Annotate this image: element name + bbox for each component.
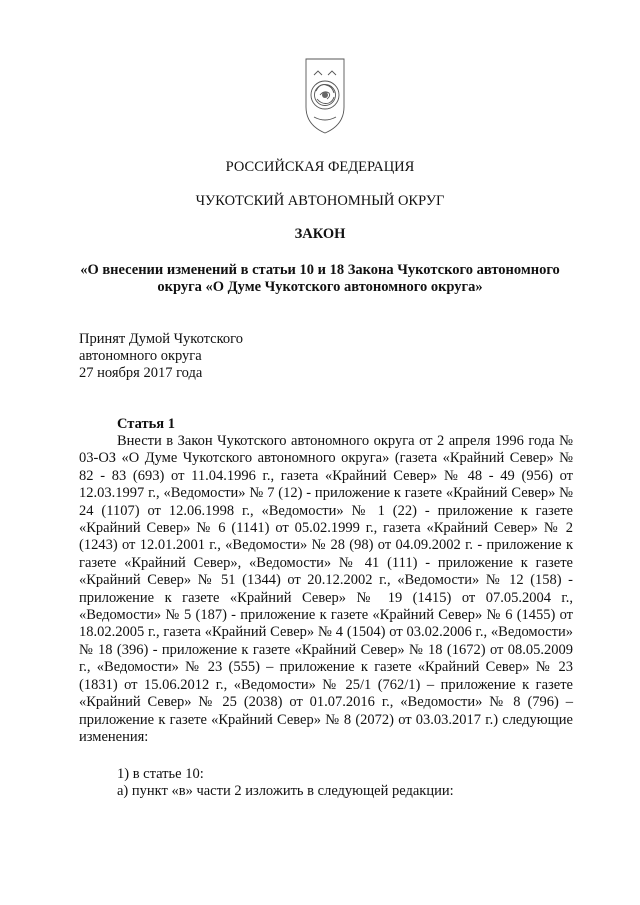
- law-title-line: округа «О Думе Чукотского автономного округа»: [157, 279, 483, 295]
- law-title-line: «О внесении изменений в статьи 10 и 18 Закона Чукотского автономного: [80, 262, 560, 278]
- adoption-date: 27 ноября 2017 года: [79, 365, 203, 381]
- article-body: Внести в Закон Чукотского автономного округа от 2 апреля 1996 года № 03-ОЗ «О Думе Чукотского автономного округа» (газета «Крайний Север» № 82 - 83 (693) от 11.04.1996 г., газета «Крайний Север» № 48 - 49 (956) от 12.03.1997 г., «Ведомости» № 7 (12) - приложение к газете «Крайний Север» № 24 (1107) от 12.06.1998 г., «Ведомости» № 1 (22) - приложение к газете «Крайний Север» № 6 (1141) от 05.02.1999 г., газета «Крайний Север» № 2 (1243) от 12.01.2001 г., «Ведомости» № 28 (98) от 04.09.2002 г. - приложение к газете «Крайний Север», «Ведомости» № 41 (111) - приложение к газете «Крайний Север» № 51 (1344) от 20.12.2002 г., «Ведомости» № 12 (158) - приложение к газете «Крайний Север» № 19 (1415) от 07.05.2004 г., «Ведомости» № 5 (187) - приложение к газете «Крайний Север» № 6 (1455) от 18.02.2005 г., газета «Крайний Север» № 4 (1504) от 03.02.2006 г., «Ведомости» № 18 (396) - приложение к газете «Крайний Север» № 18 (1672) от 08.05.2009 г., «Ведомости» № 23 (555) – приложение к газете «Крайний Север» № 23 (1831) от 15.06.2012 г., «Ведомости» № 25/1 (762/1) – приложение к газете «Крайний Север» № 25 (2038) от 01.07.2016 г., «Ведомости» № 8 (796) – приложение к газете «Крайний Север» № 8 (2072) от 03.03.2017 г.) следующие изменения:: [79, 433, 573, 745]
- doc-type-heading: ЗАКОН: [294, 226, 346, 242]
- country-heading: РОССИЙСКАЯ ФЕДЕРАЦИЯ: [225, 159, 415, 175]
- article-heading: Статья 1: [117, 416, 175, 432]
- adoption-line: автономного округа: [79, 348, 202, 364]
- coat-of-arms-icon: [302, 55, 348, 137]
- region-heading: ЧУКОТСКИЙ АВТОНОМНЫЙ ОКРУГ: [195, 193, 445, 209]
- adoption-note: [79, 331, 243, 382]
- adoption-line: Принят Думой Чукотского: [79, 331, 244, 347]
- law-title: [0, 262, 640, 296]
- list-item: а) пункт «в» части 2 изложить в следующей редакции:: [117, 783, 454, 799]
- list-item: 1) в статье 10:: [117, 766, 204, 782]
